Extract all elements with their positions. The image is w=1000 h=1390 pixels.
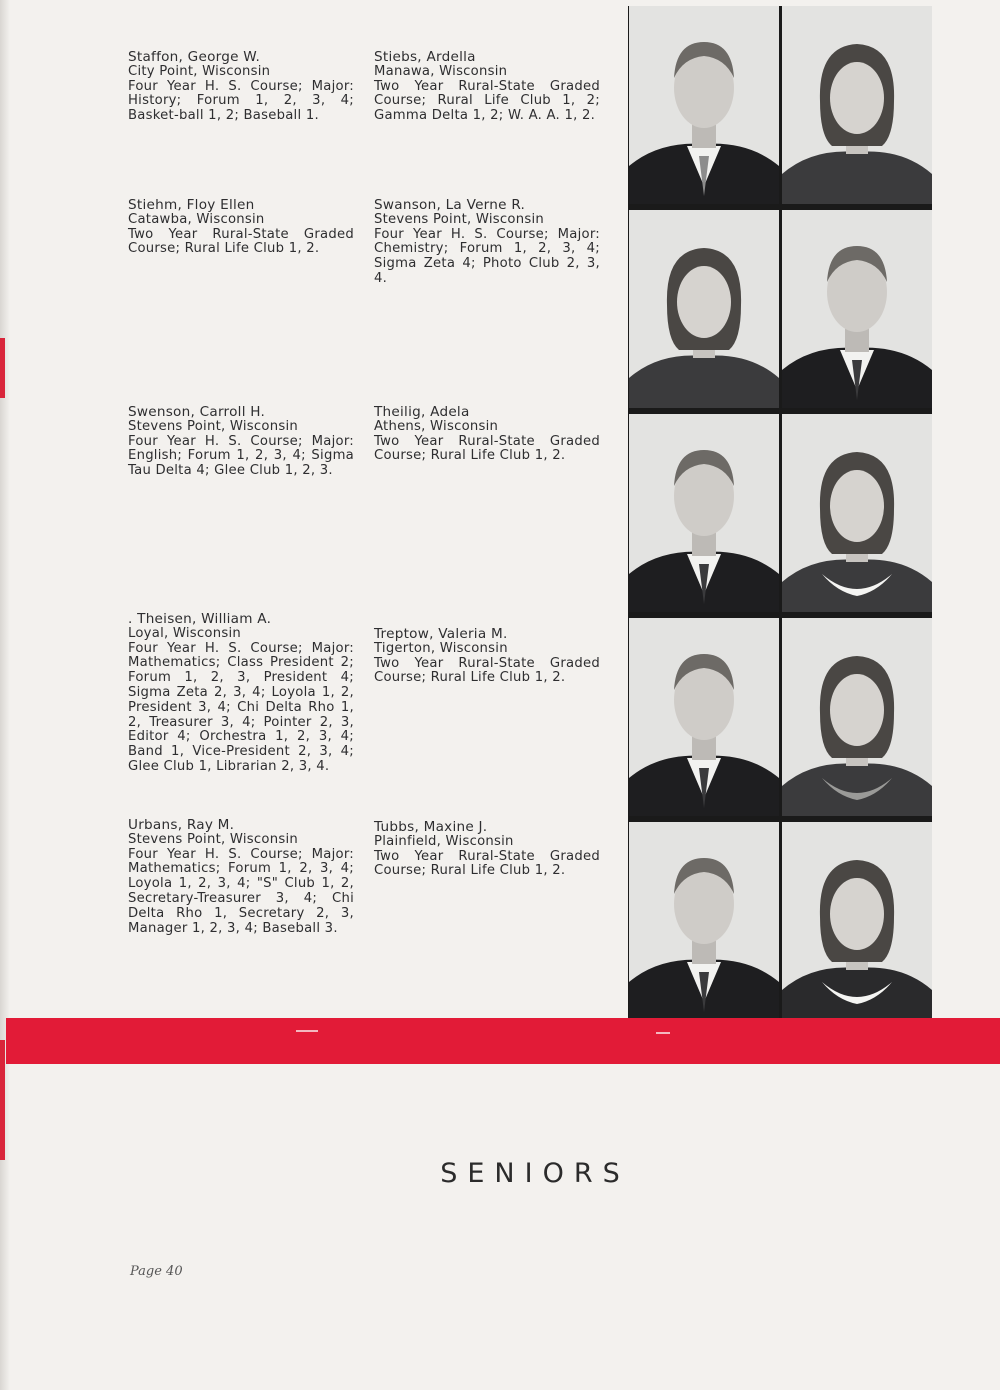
senior-hometown: Manawa, Wisconsin (374, 63, 508, 79)
face (830, 62, 884, 134)
portrait-photo (629, 414, 779, 612)
face (830, 674, 884, 746)
senior-entry (374, 198, 600, 287)
senior-details: Four Year H. S. Course; Major: Mathematics; Class President 2; Forum 1, 2, 3, President 4; Sigma Zeta 2, 3, 4; Loyola 1, 2, President 3, 4; Chi Delta Rho 1, 2, Treasurer 3, 4; Pointer 2, 3, Editor 4; Orchestra 1, 2, 3, 4; Band 1, Vice-President 2, 3, 4; Glee Club 1, Librarian 2, 3, 4. (128, 640, 354, 774)
portrait-photo (629, 6, 779, 204)
senior-hometown: Stevens Point, Wisconsin (128, 418, 298, 434)
senior-name: Staffon, George W. (128, 49, 261, 65)
face (677, 266, 731, 338)
senior-details: Two Year Rural-State Graded Course; Rural Life Club 1, 2. (374, 848, 600, 879)
senior-hometown: Loyal, Wisconsin (128, 625, 241, 641)
senior-entry (374, 820, 600, 879)
senior-entry (128, 612, 354, 775)
portrait-photo (782, 210, 932, 408)
senior-details: Four Year H. S. Course; Major: History; Forum 1, 2, 3, 4; Basket-ball 1, 2; Baseball 1. (128, 78, 354, 124)
senior-hometown: Tigerton, Wisconsin (374, 640, 508, 656)
senior-hometown: Stevens Point, Wisconsin (374, 211, 544, 227)
senior-entry (374, 627, 600, 686)
senior-name: Theilig, Adela (374, 404, 470, 420)
senior-details: Two Year Rural-State Graded Course; Rural Life Club 1, 2; Gamma Delta 1, 2; W. A. A. 1, 2. (374, 78, 600, 124)
senior-entry (374, 405, 600, 464)
page-number: Page 40 (130, 1264, 183, 1279)
senior-details: Four Year H. S. Course; Major: English; Forum 1, 2, 3, 4; Sigma Tau Delta 4; Glee Club 1, 2, 3. (128, 433, 354, 479)
portrait-photo (782, 822, 932, 1020)
senior-name: Swenson, Carroll H. (128, 404, 266, 420)
senior-hometown: City Point, Wisconsin (128, 63, 271, 79)
senior-details: Two Year Rural-State Graded Course; Rural Life Club 1, 2. (128, 226, 354, 257)
senior-hometown: Catawba, Wisconsin (128, 211, 265, 227)
senior-name: Stiehm, Floy Ellen (128, 197, 255, 213)
portrait-grid (628, 6, 932, 1020)
senior-hometown: Plainfield, Wisconsin (374, 833, 514, 849)
senior-name: Urbans, Ray M. (128, 817, 235, 833)
senior-entry (128, 405, 354, 479)
senior-entry (128, 818, 354, 936)
senior-entry (128, 50, 354, 124)
red-divider-band (6, 1018, 1000, 1064)
senior-name: Tubbs, Maxine J. (374, 819, 488, 835)
portrait-photo (629, 618, 779, 816)
senior-name: . Theisen, William A. (128, 611, 272, 627)
senior-hometown: Stevens Point, Wisconsin (128, 831, 298, 847)
senior-details: Two Year Rural-State Graded Course; Rural Life Club 1, 2. (374, 655, 600, 686)
portrait-photo (629, 822, 779, 1020)
senior-name: Stiebs, Ardella (374, 49, 476, 65)
band-scuff-mark (656, 1032, 670, 1034)
senior-entry (374, 50, 600, 124)
face (830, 878, 884, 950)
portrait-photo (782, 414, 932, 612)
portrait-photo (782, 6, 932, 204)
band-scuff-mark (296, 1030, 318, 1032)
senior-hometown: Athens, Wisconsin (374, 418, 499, 434)
edge-tab-mark (0, 1040, 5, 1160)
face (830, 470, 884, 542)
edge-tab-mark (0, 338, 5, 398)
senior-details: Four Year H. S. Course; Major: Chemistry; Forum 1, 2, 3, 4; Sigma Zeta 4; Photo Club 2, 3, 4. (374, 226, 600, 286)
senior-details: Four Year H. S. Course; Major: Mathematics; Forum 1, 2, 3, 4; Loyola 1, 2, 3, 4; "S" Club 1, 2, Secretary-Treasurer 3, 4; Chi Delta Rho 1, Secretary 2, 3, Manager 1, 2, 3, 4; Baseball 3. (128, 846, 354, 936)
portrait-photo (782, 618, 932, 816)
senior-name: Swanson, La Verne R. (374, 197, 526, 213)
senior-details: Two Year Rural-State Graded Course; Rural Life Club 1, 2. (374, 433, 600, 464)
portrait-photo (629, 210, 779, 408)
section-title: SENIORS (440, 1158, 630, 1189)
senior-entry (128, 198, 354, 257)
senior-name: Treptow, Valeria M. (374, 626, 508, 642)
